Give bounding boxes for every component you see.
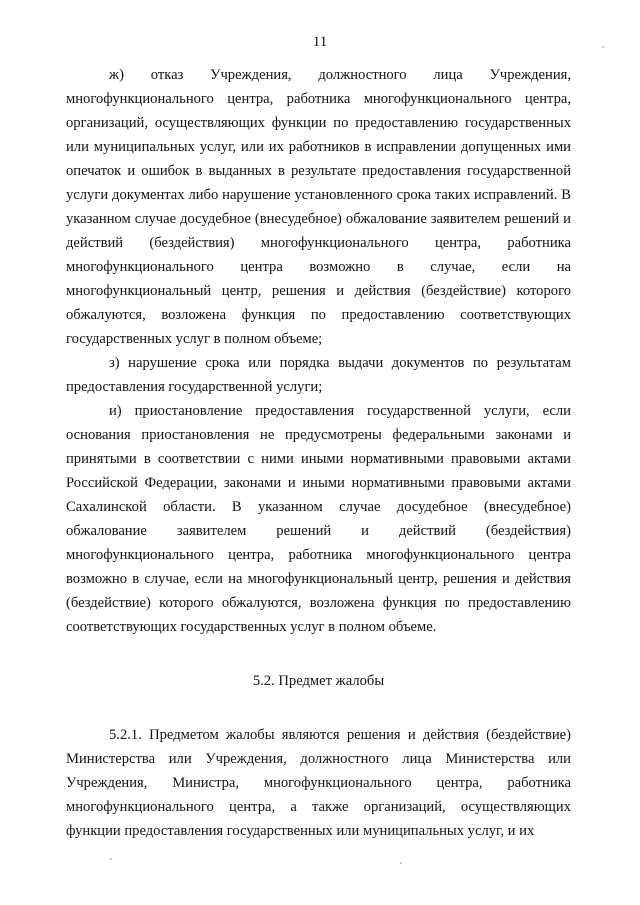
scan-speck: [400, 862, 402, 864]
paragraph-zh: ж) отказ Учреждения, должностного лица Учреждения, многофункционального центра, работника многофункционального центра, организаций, осуществляющих функции по предоставлению государственных или муниципальных услуг, или их работников в исправлении допущенных ими опечаток и ошибок в выданных в результате предоставления государственной услуги документах либо нарушение установленного срока таких исправлений. В указанном случае досудебное (внесудебное) обжалование заявителем решений и действий (бездействия) многофункционального центра, работника многофункционального центра возможно в случае, если на многофункциональный центр, решения и действия (бездействие) которого обжалуются, возложена функция по предоставлению соответствующих государственных услуг в полном объеме;: [66, 67, 571, 347]
paragraph-i: и) приостановление предоставления государственной услуги, если основания приостановления не предусмотрены федеральными законами и принятыми в соответствии с ними иными нормативными правовыми актами Российской Федерации, законами и иными нормативными правовыми актами Сахалинской области. В указанном случае досудебное (внесудебное) обжалование заявителем решений и действий (бездействия) многофункционального центра, работника многофункционального центра возможно в случае, если на многофункциональный центр, решения и действия (бездействие) которого обжалуются, возложена функция по предоставлению соответствующих государственных услуг в полном объеме.: [66, 403, 571, 635]
document-body: [66, 63, 571, 843]
scan-speck: [602, 46, 604, 48]
scan-speck: [110, 858, 112, 860]
section-heading: 5.2. Предмет жалобы: [252, 673, 385, 689]
paragraph-5-2-1: 5.2.1. Предметом жалобы являются решения и действия (бездействие) Министерства или Учреждения, должностного лица Министерства или Учреждения, Министра, многофункционального центра, работника многофункционального центра, а также организаций, осуществляющих функции предоставления государственных или муниципальных услуг, и их: [66, 727, 571, 839]
paragraph-z: з) нарушение срока или порядка выдачи документов по результатам предоставления государственной услуги;: [66, 355, 571, 395]
page-number: 11: [312, 34, 328, 50]
